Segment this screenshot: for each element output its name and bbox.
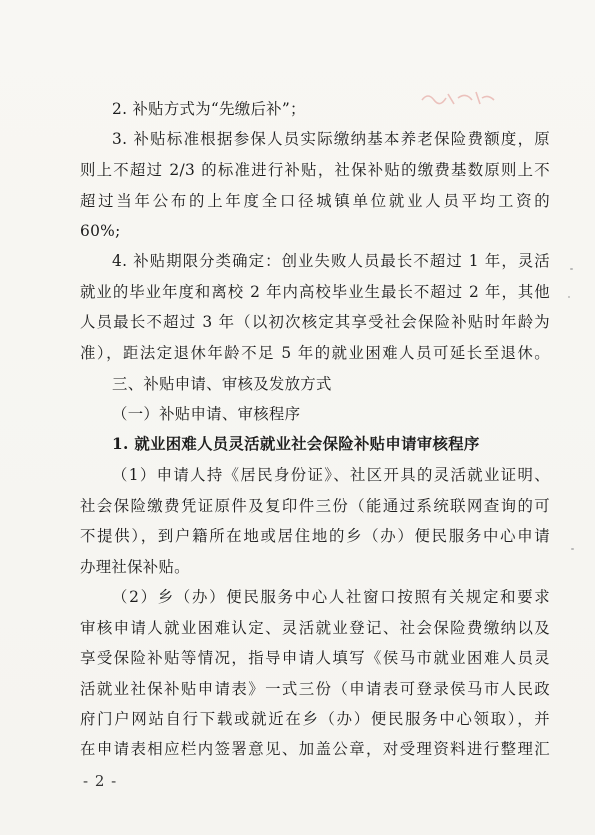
text-line: 2. 补贴方式为“先缴后补”； [112, 100, 306, 118]
text-line: 不提供），到户籍所在地或居住地的乡（办）便民服务中心申请 [80, 527, 550, 545]
scan-speck [570, 268, 573, 270]
text-line: 人员最长不超过 3 年（以初次核定其享受社会保险补贴时年龄为 [80, 313, 550, 331]
text-line: 在申请表相应栏内签署意见、加盖公章，对受理资料进行整理汇 [80, 740, 550, 758]
text-line: 享受保险补贴等情况，指导申请人填写《侯马市就业困难人员灵 [80, 649, 550, 667]
text-line: 府门户网站自行下载或就近在乡（办）便民服务中心领取），并 [80, 710, 550, 728]
subsection-title: 1. 就业困难人员灵活就业社会保险补贴申请审核程序 [112, 435, 480, 453]
scan-speck [568, 296, 570, 298]
text-line: 60%; [80, 222, 121, 240]
text-line: 就业的毕业年度和离校 2 年内高校毕业生最长不超过 2 年，其他 [80, 283, 550, 301]
text-line: 3. 补贴标准根据参保人员实际缴纳基本养老保险费额度，原 [112, 130, 550, 148]
text-line: 审核申请人就业困难认定、灵活就业登记、社会保险费缴纳以及 [80, 619, 550, 637]
text-line: 社会保险缴费凭证原件及复印件三份（能通过系统联网查询的可 [80, 497, 550, 515]
text-line: （2）乡（办）便民服务中心人社窗口按照有关规定和要求 [112, 588, 550, 606]
text-line: 办理社保补贴。 [80, 558, 190, 576]
page-number: - 2 - [83, 772, 118, 790]
text-line: 超过当年公布的上年度全口径城镇单位就业人员平均工资的 [80, 192, 550, 210]
text-line: 则上不超过 2/3 的标准进行补贴，社保补贴的缴费基数原则上不 [80, 161, 550, 179]
text-line: 活就业社保补贴申请表》一式三份（申请表可登录侯马市人民政 [80, 680, 550, 698]
scan-speck [571, 548, 574, 550]
text-line: 4. 补贴期限分类确定：创业失败人员最长不超过 1 年，灵活 [112, 252, 550, 270]
section-heading: 三、补贴申请、审核及发放方式 [112, 375, 332, 393]
subsection-heading: （一）补贴申请、审核程序 [112, 405, 301, 423]
text-line: 准），距法定退休年龄不足 5 年的就业困难人员可延长至退休。 [80, 344, 550, 362]
text-line: （1）申请人持《居民身份证》、社区开具的灵活就业证明、 [112, 466, 550, 484]
